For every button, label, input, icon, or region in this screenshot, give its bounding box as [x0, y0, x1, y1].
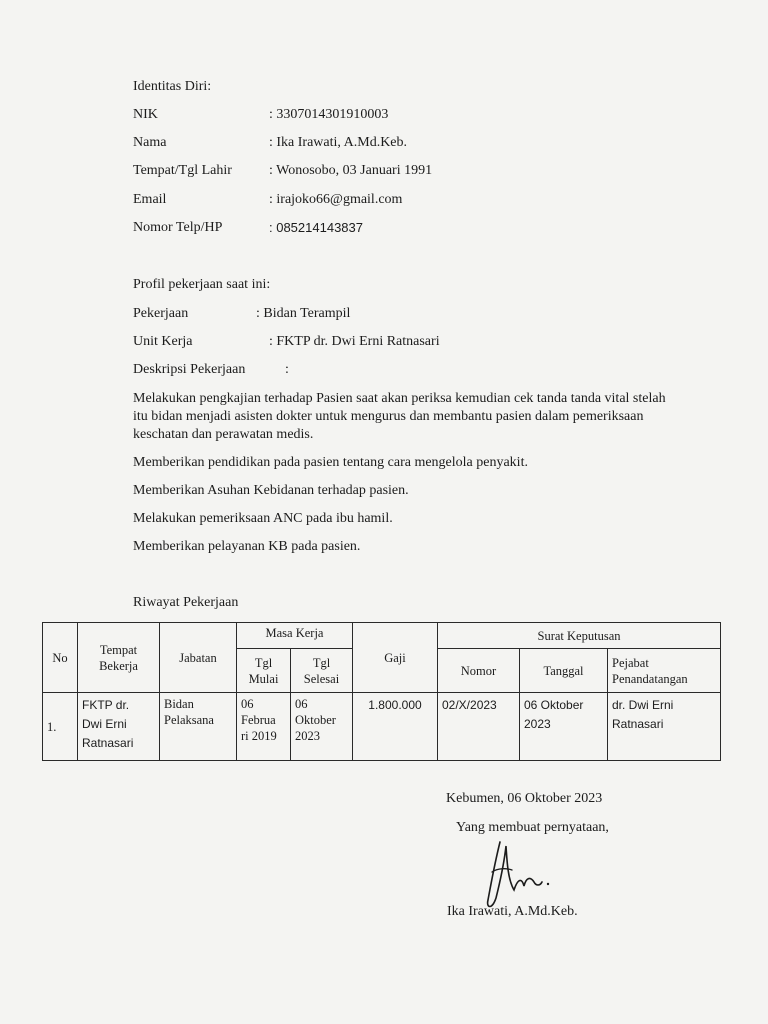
row-pejabat — [608, 693, 721, 761]
description-paragraph-4: Melakukan pemeriksaan ANC pada ibu hamil. — [133, 511, 393, 526]
header-tgl-mulai — [237, 649, 291, 693]
header-no: No — [43, 623, 78, 693]
header-tempat-bekerja — [78, 623, 160, 693]
work-history-heading: Riwayat Pekerjaan — [133, 595, 239, 610]
unit-kerja-label: Unit Kerja — [133, 334, 193, 349]
row-tgl-mulai-line1: 06 — [241, 697, 254, 711]
row-tanggal-line2: 2023 — [524, 717, 551, 731]
row-tgl-selesai-line1: 06 — [295, 697, 308, 711]
header-tgl-mulai-line2: Mulai — [248, 671, 279, 686]
header-tgl-selesai — [291, 649, 353, 693]
phone-label: Nomor Telp/HP — [133, 220, 223, 235]
pekerjaan-value: : Bidan Terampil — [256, 306, 351, 321]
deskripsi-label: Deskripsi Pekerjaan — [133, 362, 246, 377]
unit-kerja-value: : FKTP dr. Dwi Erni Ratnasari — [269, 334, 440, 349]
row-tgl-selesai-line2: Oktober — [295, 713, 336, 727]
header-tgl-mulai-line1: Tgl — [254, 655, 273, 670]
header-nomor: Nomor — [438, 649, 520, 693]
phone-value: : 085214143837 — [269, 220, 363, 235]
row-pejabat-line1: dr. Dwi Erni — [612, 698, 674, 712]
signer-name: Ika Irawati, A.Md.Keb. — [447, 904, 578, 919]
row-no: 1. — [43, 693, 78, 761]
header-tempat-line1: Tempat — [99, 642, 138, 657]
job-profile-heading: Profil pekerjaan saat ini: — [133, 277, 271, 292]
nama-value: : Ika Irawati, A.Md.Keb. — [269, 135, 408, 150]
row-jabatan — [160, 693, 237, 761]
ttl-label: Tempat/Tgl Lahir — [133, 163, 232, 178]
row-gaji: 1.800.000 — [353, 693, 438, 761]
description-paragraph-2: Memberikan pendidikan pada pasien tentang cara mengelola penyakit. — [133, 455, 528, 470]
description-paragraph-5: Memberikan pelayanan KB pada pasien. — [133, 539, 361, 554]
row-tgl-selesai-line3: 2023 — [295, 729, 320, 743]
row-tanggal — [520, 693, 608, 761]
row-pejabat-line2: Ratnasari — [612, 717, 664, 731]
description-paragraph-1: Melakukan pengkajian terhadap Pasien saat akan periksa kemudian cek tanda tanda vital stelah itu bidan menjadi asisten dokter untuk mengurus dan membantu pasien dalam pemeriksaan keschatan dan perawatan medis. — [133, 391, 666, 442]
row-nomor: 02/X/2023 — [438, 693, 520, 761]
row-jabatan-line1: Bidan — [164, 697, 194, 711]
statement-text: Yang membuat pernyataan, — [456, 820, 609, 835]
row-tempat-line1: FKTP dr. — [82, 698, 130, 712]
header-pejabat — [608, 649, 721, 693]
email-value: : irajoko66@gmail.com — [269, 192, 403, 207]
email-label: Email — [133, 192, 167, 207]
nama-label: Nama — [133, 135, 167, 150]
deskripsi-colon: : — [285, 362, 289, 377]
row-tgl-mulai-line3: ri 2019 — [241, 729, 277, 743]
header-tgl-selesai-line2: Selesai — [303, 671, 340, 686]
row-tempat — [78, 693, 160, 761]
header-pejabat-line1: Pejabat — [612, 655, 649, 670]
header-tanggal: Tanggal — [520, 649, 608, 693]
row-tanggal-line1: 06 Oktober — [524, 698, 584, 712]
row-tgl-selesai — [291, 693, 353, 761]
header-jabatan: Jabatan — [160, 623, 237, 693]
header-tempat-line2: Bekerja — [99, 658, 138, 673]
header-surat-keputusan: Surat Keputusan — [438, 623, 721, 649]
row-tempat-line3: Ratnasari — [82, 736, 134, 750]
work-history-table — [42, 622, 721, 761]
nik-label: NIK — [133, 107, 158, 122]
header-masa-kerja: Masa Kerja — [237, 623, 353, 649]
header-gaji: Gaji — [353, 623, 438, 693]
ttl-value: : Wonosobo, 03 Januari 1991 — [269, 163, 433, 178]
row-jabatan-line2: Pelaksana — [164, 713, 214, 727]
identity-heading: Identitas Diri: — [133, 79, 212, 94]
description-paragraph-3: Memberikan Asuhan Kebidanan terhadap pasien. — [133, 483, 409, 498]
row-tgl-mulai-line2: Februa — [241, 713, 276, 727]
pekerjaan-label: Pekerjaan — [133, 306, 189, 321]
nik-value: : 3307014301910003 — [269, 107, 389, 122]
table-row — [43, 693, 721, 761]
header-pejabat-line2: Penandatangan — [612, 671, 688, 686]
row-tempat-line2: Dwi Erni — [82, 717, 127, 731]
row-tgl-mulai — [237, 693, 291, 761]
header-tgl-selesai-line1: Tgl — [312, 655, 331, 670]
place-date: Kebumen, 06 Oktober 2023 — [446, 791, 603, 806]
